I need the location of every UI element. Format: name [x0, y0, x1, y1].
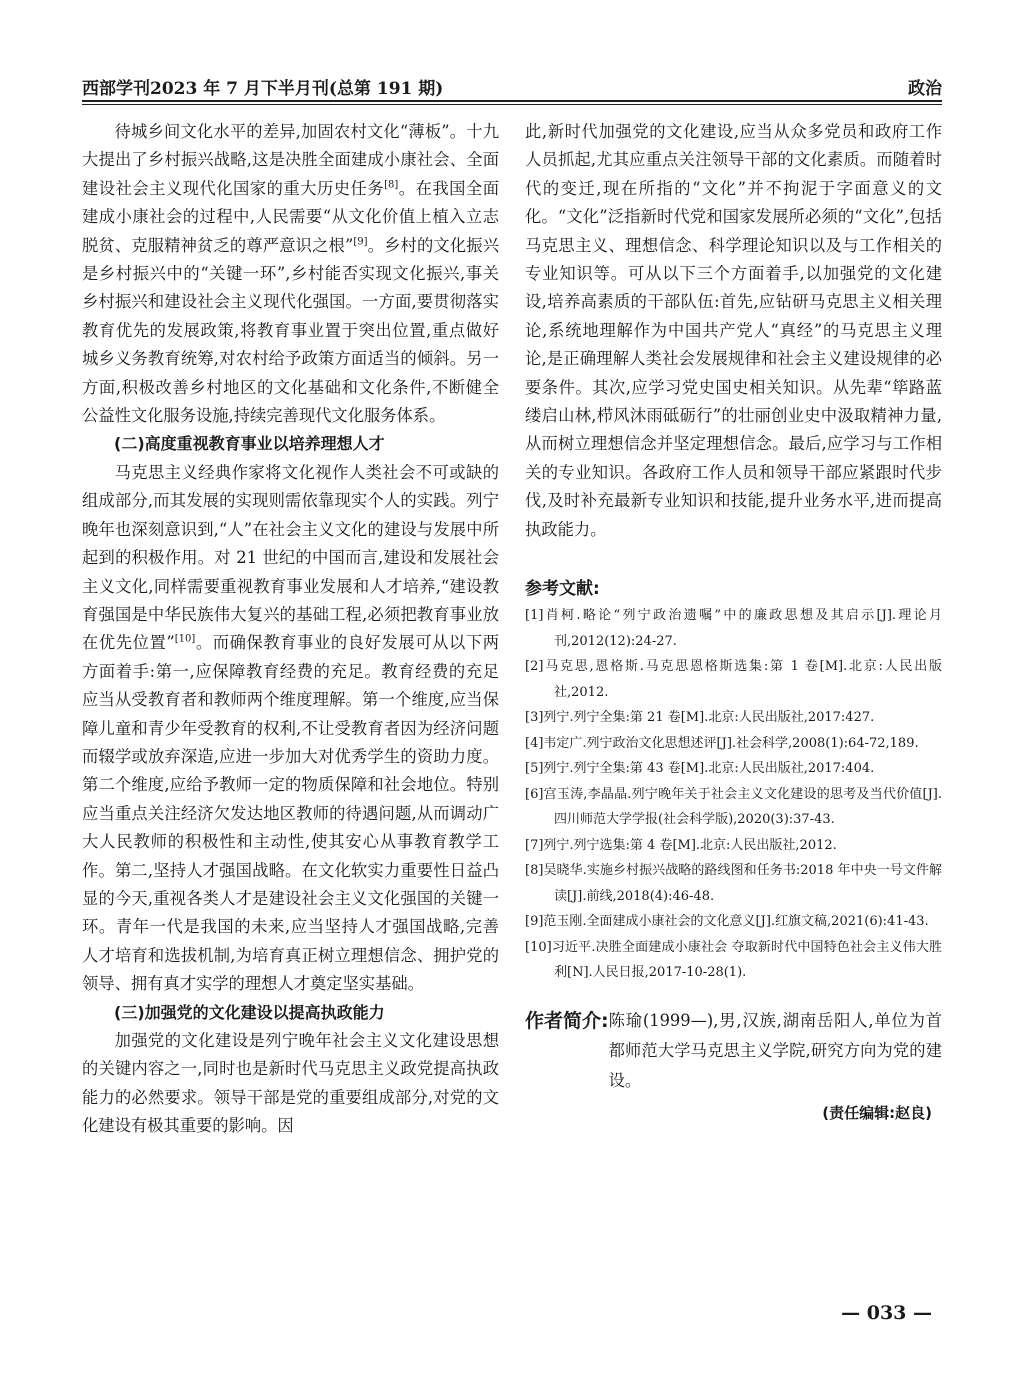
section-heading: (二)高度重视教育事业以培养理想人才 [114, 434, 385, 454]
page-number: — 033 — [841, 1302, 932, 1324]
section-name: 政治 [908, 79, 942, 99]
paragraph: 加强党的文化建设是列宁晚年社会主义文化建设思想的关键内容之一,同时也是新时代马克思主义政党提高执政能力的必然要求。领导干部是党的重要组成部分,对党的文化建设有极其重要的影响。因 [82, 1031, 499, 1136]
reference-item: [10]习近平.决胜全面建成小康社会 夺取新时代中国特色社会主义伟大胜利[N].人民日报,2017-10-28(1). [525, 939, 942, 981]
citation[interactable]: [8] [384, 179, 399, 191]
references-heading: 参考文献: [525, 579, 600, 600]
paragraph: 此,新时代加强党的文化建设,应当从众多党员和政府工作人员抓起,尤其应重点关注领导干部的文化素质。而随着时代的变迁,现在所指的“文化”并不拘泥于字面意义的文化。“文化”泛指新时代党和国家发展所必须的“文化”,包括马克思主义、理想信念、科学理论知识以及与工作相关的专业知识等。可从以下三个方面着手,以加强党的文化建设,培养高素质的干部队伍:首先,应钻研马克思主义相关理论,系统地理解作为中国共产党人“真经”的马克思主义理论,是正确理解人类社会发展规律和社会主义建设规律的必要条件。其次,应学习党史国史相关知识。从先辈“筚路蓝缕启山林,栉风沐雨砥砺行”的壮丽创业史中汲取精神力量,从而树立理想信念并坚定理想信念。最后,应学习与工作相关的专业知识。各政府工作人员和领导干部应紧跟时代步伐,及时补充最新专业知识和技能,提升业务水平,进而提高执政能力。 [525, 122, 942, 539]
reference-item: [1]肖柯.略论“列宁政治遗嘱”中的廉政思想及其启示[J].理论月刊,2012(12):24-27. [525, 608, 942, 649]
reference-item: [6]宫玉涛,李晶晶.列宁晚年关于社会主义文化建设的思考及当代价值[J].四川师范大学学报(社会科学版),2020(3):37-43. [525, 786, 942, 828]
left-column [82, 118, 499, 1141]
author-bio [525, 1006, 942, 1096]
reference-item: [3]列宁.列宁全集:第 21 卷[M].北京:人民出版社,2017:427. [525, 710, 875, 726]
journal-title: 西部学刊2023 年 7 月下半月刊(总第 191 期) [82, 79, 444, 99]
reference-item: [4]韦定广.列宁政治文化思想述评[J].社会科学,2008(1):64-72,189. [525, 735, 919, 751]
author-label: 作者简介: [525, 1009, 609, 1032]
header-rule-thin [82, 104, 942, 105]
header-rule [82, 100, 942, 102]
reference-item: [9]范玉刚.全面建成小康社会的文化意义[J].红旗文稿,2021(6):41-43. [525, 914, 929, 930]
reference-item: [5]列宁.列宁全集:第 43 卷[M].北京:人民出版社,2017:404. [525, 761, 875, 777]
responsible-editor: (责任编辑:赵良) [822, 1103, 932, 1122]
reference-item: [7]列宁.列宁选集:第 4 卷[M].北京:人民出版社,2012. [525, 837, 837, 853]
author-text: 陈瑜(1999—),男,汉族,湖南岳阳人,单位为首都师范大学马克思主义学院,研究方向为党的建设。 [608, 1010, 942, 1090]
section-heading: (三)加强党的文化建设以提高执政能力 [114, 1002, 385, 1022]
citation[interactable]: [10] [174, 633, 196, 645]
paragraph: 马克思主义经典作家将文化视作人类社会不可或缺的组成部分,而其发展的实现则需依靠现实个人的实践。列宁晚年也深刻意识到,“人”在社会主义文化的建设与发展中所起到的积极作用。对 21 世纪的中国而言,建设和发展社会主义文化,同样需要重视教育事业发展和人才培养,“建设教育强国是中华民族伟大复兴的基础工程,必须把教育事业放在优先位置”[10]。而确保教育事业的良好发展可从以下两方面着手:第一,应保障教育经费的充足。教育经费的充足应当从受教育者和教师两个维度理解。第一个维度,应当保障儿童和青少年受教育的权利,不让受教育者因为经济问题而辍学或放弃深造,应进一步加大对优秀学生的资助力度。第二个维度,应给予教师一定的物质保障和社会地位。特别应当重点关注经济欠发达地区教师的待遇问题,从而调动广大人民教师的积极性和主动性,使其安心从事教育教学工作。第二,坚持人才强国战略。在文化软实力重要性日益凸显的今天,重视各类人才是建设社会主义文化强国的关键一环。青年一代是我国的未来,应当坚持人才强国战略,完善人才培育和选拔机制,为培育真正树立理想信念、拥护党的领导、拥有真才实学的理想人才奠定坚实基础。 [82, 462, 499, 994]
page-header [82, 72, 942, 102]
right-column [525, 118, 942, 1123]
paragraph: 待城乡间文化水平的差异,加固农村文化“薄板”。十九大提出了乡村振兴战略,这是决胜全面建成小康社会、全面建设社会主义现代化国家的重大历史任务[8]。在我国全面建成小康社会的过程中,人民需要“从文化价值上植入立志脱贫、克服精神贫乏的尊严意识之根”[9]。乡村的文化振兴是乡村振兴中的“关键一环”,乡村能否实现文化振兴,事关乡村振兴和建设社会主义现代化强国。一方面,要贯彻落实教育优先的发展政策,将教育事业置于突出位置,重点做好城乡义务教育统筹,对农村给予政策方面适当的倾斜。另一方面,积极改善乡村地区的文化基础和文化条件,不断健全公益性文化服务设施,持续完善现代文化服务体系。 [82, 122, 499, 426]
citation[interactable]: [9] [353, 236, 368, 248]
reference-item: [2]马克思,恩格斯.马克思恩格斯选集:第 1 卷[M].北京:人民出版社,2012. [525, 659, 942, 700]
reference-item: [8]吴晓华.实施乡村振兴战略的路线图和任务书:2018 年中央一号文件解读[J].前线,2018(4):46-48. [525, 863, 942, 904]
